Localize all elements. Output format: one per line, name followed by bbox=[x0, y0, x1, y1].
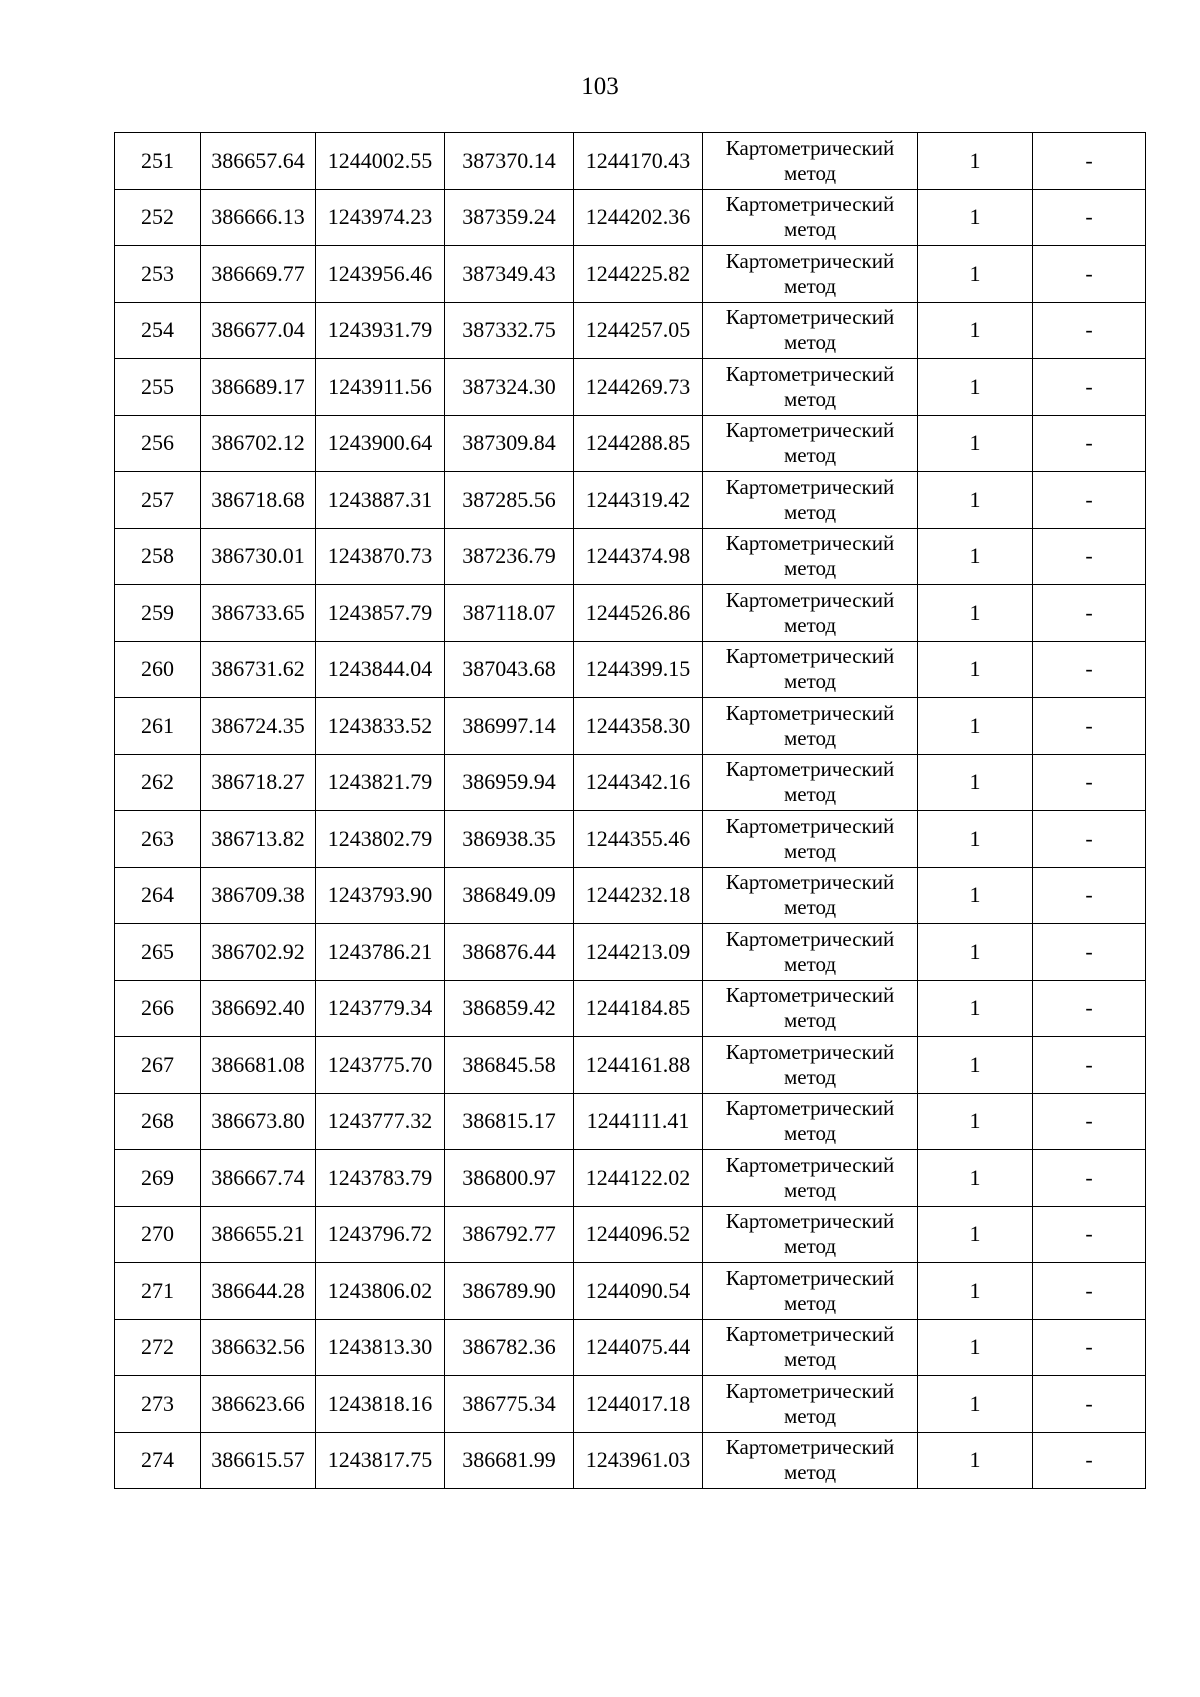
method-cell: Картометрический метод bbox=[703, 472, 918, 529]
accuracy-cell: 1 bbox=[918, 924, 1033, 981]
table-row bbox=[115, 1319, 1146, 1376]
note-cell: - bbox=[1033, 189, 1146, 246]
note-cell: - bbox=[1033, 924, 1146, 981]
y2-coordinate-cell: 1244122.02 bbox=[574, 1150, 703, 1207]
y2-coordinate-cell: 1244161.88 bbox=[574, 1037, 703, 1094]
table-row bbox=[115, 980, 1146, 1037]
table-row bbox=[115, 133, 1146, 190]
y1-coordinate-cell: 1243783.79 bbox=[316, 1150, 445, 1207]
note-cell: - bbox=[1033, 528, 1146, 585]
x1-coordinate-cell: 386689.17 bbox=[201, 359, 316, 416]
method-cell: Картометрический метод bbox=[703, 1263, 918, 1320]
accuracy-cell: 1 bbox=[918, 1263, 1033, 1320]
x2-coordinate-cell: 386815.17 bbox=[445, 1093, 574, 1150]
y1-coordinate-cell: 1243844.04 bbox=[316, 641, 445, 698]
note-cell: - bbox=[1033, 1319, 1146, 1376]
x2-coordinate-cell: 387309.84 bbox=[445, 415, 574, 472]
point-number-cell: 273 bbox=[115, 1376, 201, 1433]
x1-coordinate-cell: 386730.01 bbox=[201, 528, 316, 585]
x1-coordinate-cell: 386623.66 bbox=[201, 1376, 316, 1433]
note-cell: - bbox=[1033, 980, 1146, 1037]
note-cell: - bbox=[1033, 1150, 1146, 1207]
y1-coordinate-cell: 1243974.23 bbox=[316, 189, 445, 246]
x1-coordinate-cell: 386718.68 bbox=[201, 472, 316, 529]
method-cell: Картометрический метод bbox=[703, 811, 918, 868]
x2-coordinate-cell: 386849.09 bbox=[445, 867, 574, 924]
x1-coordinate-cell: 386718.27 bbox=[201, 754, 316, 811]
method-cell: Картометрический метод bbox=[703, 133, 918, 190]
x1-coordinate-cell: 386681.08 bbox=[201, 1037, 316, 1094]
x1-coordinate-cell: 386702.12 bbox=[201, 415, 316, 472]
note-cell: - bbox=[1033, 1376, 1146, 1433]
y2-coordinate-cell: 1244288.85 bbox=[574, 415, 703, 472]
point-number-cell: 270 bbox=[115, 1206, 201, 1263]
x1-coordinate-cell: 386673.80 bbox=[201, 1093, 316, 1150]
accuracy-cell: 1 bbox=[918, 1319, 1033, 1376]
x2-coordinate-cell: 387118.07 bbox=[445, 585, 574, 642]
point-number-cell: 274 bbox=[115, 1432, 201, 1489]
table-row bbox=[115, 528, 1146, 585]
y2-coordinate-cell: 1244202.36 bbox=[574, 189, 703, 246]
table-row bbox=[115, 867, 1146, 924]
method-cell: Картометрический метод bbox=[703, 585, 918, 642]
y1-coordinate-cell: 1243806.02 bbox=[316, 1263, 445, 1320]
table-row bbox=[115, 1376, 1146, 1433]
x2-coordinate-cell: 386681.99 bbox=[445, 1432, 574, 1489]
point-number-cell: 260 bbox=[115, 641, 201, 698]
y2-coordinate-cell: 1244399.15 bbox=[574, 641, 703, 698]
y1-coordinate-cell: 1243796.72 bbox=[316, 1206, 445, 1263]
method-cell: Картометрический метод bbox=[703, 867, 918, 924]
y1-coordinate-cell: 1243786.21 bbox=[316, 924, 445, 981]
accuracy-cell: 1 bbox=[918, 1093, 1033, 1150]
x2-coordinate-cell: 386997.14 bbox=[445, 698, 574, 755]
y2-coordinate-cell: 1244096.52 bbox=[574, 1206, 703, 1263]
y2-coordinate-cell: 1244090.54 bbox=[574, 1263, 703, 1320]
accuracy-cell: 1 bbox=[918, 754, 1033, 811]
table-row bbox=[115, 698, 1146, 755]
note-cell: - bbox=[1033, 359, 1146, 416]
x2-coordinate-cell: 386792.77 bbox=[445, 1206, 574, 1263]
point-number-cell: 271 bbox=[115, 1263, 201, 1320]
y1-coordinate-cell: 1243775.70 bbox=[316, 1037, 445, 1094]
page-number: 103 bbox=[581, 73, 619, 100]
table-row bbox=[115, 641, 1146, 698]
method-cell: Картометрический метод bbox=[703, 189, 918, 246]
accuracy-cell: 1 bbox=[918, 585, 1033, 642]
accuracy-cell: 1 bbox=[918, 980, 1033, 1037]
point-number-cell: 268 bbox=[115, 1093, 201, 1150]
note-cell: - bbox=[1033, 1037, 1146, 1094]
method-cell: Картометрический метод bbox=[703, 359, 918, 416]
y2-coordinate-cell: 1244111.41 bbox=[574, 1093, 703, 1150]
method-cell: Картометрический метод bbox=[703, 698, 918, 755]
method-cell: Картометрический метод bbox=[703, 1150, 918, 1207]
y2-coordinate-cell: 1244017.18 bbox=[574, 1376, 703, 1433]
y1-coordinate-cell: 1243813.30 bbox=[316, 1319, 445, 1376]
y2-coordinate-cell: 1244355.46 bbox=[574, 811, 703, 868]
x2-coordinate-cell: 386859.42 bbox=[445, 980, 574, 1037]
note-cell: - bbox=[1033, 133, 1146, 190]
x1-coordinate-cell: 386713.82 bbox=[201, 811, 316, 868]
method-cell: Картометрический метод bbox=[703, 924, 918, 981]
method-cell: Картометрический метод bbox=[703, 1206, 918, 1263]
table-row bbox=[115, 415, 1146, 472]
y2-coordinate-cell: 1244319.42 bbox=[574, 472, 703, 529]
y2-coordinate-cell: 1244358.30 bbox=[574, 698, 703, 755]
x2-coordinate-cell: 387043.68 bbox=[445, 641, 574, 698]
x1-coordinate-cell: 386667.74 bbox=[201, 1150, 316, 1207]
method-cell: Картометрический метод bbox=[703, 302, 918, 359]
point-number-cell: 256 bbox=[115, 415, 201, 472]
accuracy-cell: 1 bbox=[918, 1206, 1033, 1263]
note-cell: - bbox=[1033, 1263, 1146, 1320]
y2-coordinate-cell: 1244374.98 bbox=[574, 528, 703, 585]
method-cell: Картометрический метод bbox=[703, 1093, 918, 1150]
method-cell: Картометрический метод bbox=[703, 754, 918, 811]
x2-coordinate-cell: 386800.97 bbox=[445, 1150, 574, 1207]
x1-coordinate-cell: 386657.64 bbox=[201, 133, 316, 190]
accuracy-cell: 1 bbox=[918, 641, 1033, 698]
x2-coordinate-cell: 387285.56 bbox=[445, 472, 574, 529]
y2-coordinate-cell: 1244170.43 bbox=[574, 133, 703, 190]
method-cell: Картометрический метод bbox=[703, 980, 918, 1037]
x2-coordinate-cell: 386938.35 bbox=[445, 811, 574, 868]
accuracy-cell: 1 bbox=[918, 811, 1033, 868]
table-row bbox=[115, 359, 1146, 416]
point-number-cell: 265 bbox=[115, 924, 201, 981]
y2-coordinate-cell: 1244232.18 bbox=[574, 867, 703, 924]
x2-coordinate-cell: 387236.79 bbox=[445, 528, 574, 585]
x2-coordinate-cell: 387359.24 bbox=[445, 189, 574, 246]
note-cell: - bbox=[1033, 246, 1146, 303]
accuracy-cell: 1 bbox=[918, 189, 1033, 246]
y1-coordinate-cell: 1243887.31 bbox=[316, 472, 445, 529]
x1-coordinate-cell: 386702.92 bbox=[201, 924, 316, 981]
accuracy-cell: 1 bbox=[918, 1376, 1033, 1433]
x2-coordinate-cell: 387349.43 bbox=[445, 246, 574, 303]
y1-coordinate-cell: 1243900.64 bbox=[316, 415, 445, 472]
table-row bbox=[115, 1432, 1146, 1489]
y2-coordinate-cell: 1244184.85 bbox=[574, 980, 703, 1037]
point-number-cell: 258 bbox=[115, 528, 201, 585]
y1-coordinate-cell: 1243777.32 bbox=[316, 1093, 445, 1150]
method-cell: Картометрический метод bbox=[703, 641, 918, 698]
coordinates-table bbox=[114, 132, 1146, 1489]
method-cell: Картометрический метод bbox=[703, 1376, 918, 1433]
method-cell: Картометрический метод bbox=[703, 415, 918, 472]
point-number-cell: 255 bbox=[115, 359, 201, 416]
y2-coordinate-cell: 1244225.82 bbox=[574, 246, 703, 303]
x1-coordinate-cell: 386655.21 bbox=[201, 1206, 316, 1263]
method-cell: Картометрический метод bbox=[703, 246, 918, 303]
x1-coordinate-cell: 386644.28 bbox=[201, 1263, 316, 1320]
method-cell: Картометрический метод bbox=[703, 1037, 918, 1094]
x2-coordinate-cell: 386959.94 bbox=[445, 754, 574, 811]
point-number-cell: 264 bbox=[115, 867, 201, 924]
point-number-cell: 262 bbox=[115, 754, 201, 811]
table-row bbox=[115, 1150, 1146, 1207]
table-row bbox=[115, 754, 1146, 811]
note-cell: - bbox=[1033, 1206, 1146, 1263]
x1-coordinate-cell: 386724.35 bbox=[201, 698, 316, 755]
y2-coordinate-cell: 1244213.09 bbox=[574, 924, 703, 981]
x2-coordinate-cell: 386845.58 bbox=[445, 1037, 574, 1094]
accuracy-cell: 1 bbox=[918, 1037, 1033, 1094]
note-cell: - bbox=[1033, 754, 1146, 811]
y1-coordinate-cell: 1243833.52 bbox=[316, 698, 445, 755]
table-row bbox=[115, 472, 1146, 529]
x2-coordinate-cell: 386782.36 bbox=[445, 1319, 574, 1376]
note-cell: - bbox=[1033, 302, 1146, 359]
x1-coordinate-cell: 386677.04 bbox=[201, 302, 316, 359]
table-row bbox=[115, 924, 1146, 981]
point-number-cell: 267 bbox=[115, 1037, 201, 1094]
table-row bbox=[115, 1263, 1146, 1320]
table-row bbox=[115, 1206, 1146, 1263]
x1-coordinate-cell: 386666.13 bbox=[201, 189, 316, 246]
accuracy-cell: 1 bbox=[918, 415, 1033, 472]
note-cell: - bbox=[1033, 641, 1146, 698]
accuracy-cell: 1 bbox=[918, 472, 1033, 529]
x1-coordinate-cell: 386632.56 bbox=[201, 1319, 316, 1376]
x1-coordinate-cell: 386615.57 bbox=[201, 1432, 316, 1489]
accuracy-cell: 1 bbox=[918, 359, 1033, 416]
point-number-cell: 266 bbox=[115, 980, 201, 1037]
y1-coordinate-cell: 1243793.90 bbox=[316, 867, 445, 924]
x1-coordinate-cell: 386669.77 bbox=[201, 246, 316, 303]
accuracy-cell: 1 bbox=[918, 246, 1033, 303]
x2-coordinate-cell: 387332.75 bbox=[445, 302, 574, 359]
note-cell: - bbox=[1033, 1432, 1146, 1489]
accuracy-cell: 1 bbox=[918, 1150, 1033, 1207]
table-body bbox=[115, 133, 1146, 1489]
table-row bbox=[115, 811, 1146, 868]
point-number-cell: 272 bbox=[115, 1319, 201, 1376]
y1-coordinate-cell: 1243821.79 bbox=[316, 754, 445, 811]
y2-coordinate-cell: 1244257.05 bbox=[574, 302, 703, 359]
point-number-cell: 252 bbox=[115, 189, 201, 246]
accuracy-cell: 1 bbox=[918, 867, 1033, 924]
note-cell: - bbox=[1033, 811, 1146, 868]
point-number-cell: 257 bbox=[115, 472, 201, 529]
note-cell: - bbox=[1033, 585, 1146, 642]
y1-coordinate-cell: 1243818.16 bbox=[316, 1376, 445, 1433]
accuracy-cell: 1 bbox=[918, 133, 1033, 190]
accuracy-cell: 1 bbox=[918, 528, 1033, 585]
note-cell: - bbox=[1033, 1093, 1146, 1150]
y1-coordinate-cell: 1243911.56 bbox=[316, 359, 445, 416]
table-row bbox=[115, 302, 1146, 359]
point-number-cell: 263 bbox=[115, 811, 201, 868]
x2-coordinate-cell: 386789.90 bbox=[445, 1263, 574, 1320]
table-row bbox=[115, 189, 1146, 246]
x2-coordinate-cell: 386876.44 bbox=[445, 924, 574, 981]
point-number-cell: 254 bbox=[115, 302, 201, 359]
x1-coordinate-cell: 386731.62 bbox=[201, 641, 316, 698]
point-number-cell: 251 bbox=[115, 133, 201, 190]
accuracy-cell: 1 bbox=[918, 1432, 1033, 1489]
method-cell: Картометрический метод bbox=[703, 1319, 918, 1376]
accuracy-cell: 1 bbox=[918, 698, 1033, 755]
y1-coordinate-cell: 1243870.73 bbox=[316, 528, 445, 585]
y2-coordinate-cell: 1243961.03 bbox=[574, 1432, 703, 1489]
y2-coordinate-cell: 1244342.16 bbox=[574, 754, 703, 811]
y1-coordinate-cell: 1244002.55 bbox=[316, 133, 445, 190]
y1-coordinate-cell: 1243931.79 bbox=[316, 302, 445, 359]
table-row bbox=[115, 585, 1146, 642]
note-cell: - bbox=[1033, 472, 1146, 529]
y2-coordinate-cell: 1244526.86 bbox=[574, 585, 703, 642]
point-number-cell: 253 bbox=[115, 246, 201, 303]
y1-coordinate-cell: 1243817.75 bbox=[316, 1432, 445, 1489]
y2-coordinate-cell: 1244269.73 bbox=[574, 359, 703, 416]
table-row bbox=[115, 1037, 1146, 1094]
note-cell: - bbox=[1033, 867, 1146, 924]
y2-coordinate-cell: 1244075.44 bbox=[574, 1319, 703, 1376]
x1-coordinate-cell: 386692.40 bbox=[201, 980, 316, 1037]
x2-coordinate-cell: 387370.14 bbox=[445, 133, 574, 190]
accuracy-cell: 1 bbox=[918, 302, 1033, 359]
table-row bbox=[115, 246, 1146, 303]
point-number-cell: 261 bbox=[115, 698, 201, 755]
y1-coordinate-cell: 1243857.79 bbox=[316, 585, 445, 642]
table-row bbox=[115, 1093, 1146, 1150]
x1-coordinate-cell: 386733.65 bbox=[201, 585, 316, 642]
y1-coordinate-cell: 1243779.34 bbox=[316, 980, 445, 1037]
point-number-cell: 269 bbox=[115, 1150, 201, 1207]
method-cell: Картометрический метод bbox=[703, 528, 918, 585]
note-cell: - bbox=[1033, 698, 1146, 755]
x2-coordinate-cell: 387324.30 bbox=[445, 359, 574, 416]
x2-coordinate-cell: 386775.34 bbox=[445, 1376, 574, 1433]
x1-coordinate-cell: 386709.38 bbox=[201, 867, 316, 924]
y1-coordinate-cell: 1243802.79 bbox=[316, 811, 445, 868]
note-cell: - bbox=[1033, 415, 1146, 472]
method-cell: Картометрический метод bbox=[703, 1432, 918, 1489]
y1-coordinate-cell: 1243956.46 bbox=[316, 246, 445, 303]
point-number-cell: 259 bbox=[115, 585, 201, 642]
